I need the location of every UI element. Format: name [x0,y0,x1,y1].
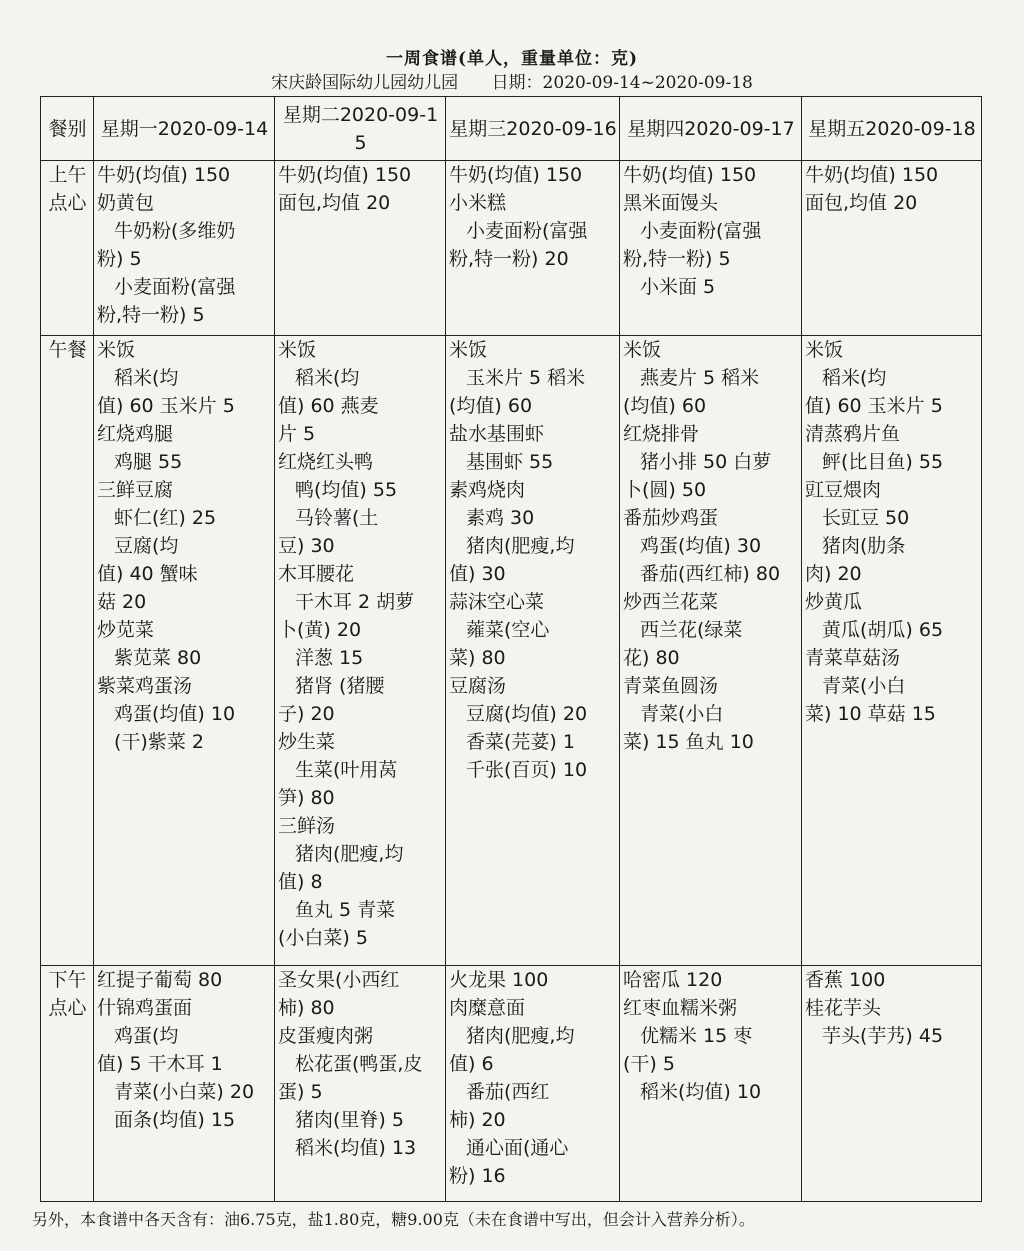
menu-line: 米饭 [278,339,317,361]
menu-line: 稻米(均 [114,367,179,389]
menu-line: 米饭 [623,339,662,361]
menu-line: 稻米(均值) 10 [640,1081,762,1103]
menu-line: 圣女果(小西红 [278,969,400,991]
menu-line: 值) 8 [278,871,323,893]
menu-line: 肉) 20 [805,563,862,585]
menu-line: (小白菜) 5 [278,927,368,949]
menu-line: 奶黄包 [97,192,155,214]
menu-line: 通心面(通心 [466,1137,569,1159]
menu-line: 红烧排骨 [623,423,700,445]
menu-line: 米饭 [97,339,136,361]
table-row [41,161,982,336]
menu-line: 豆腐(均 [114,535,179,557]
header-day-5: 星期五2020-09-18 [802,97,982,161]
school-name: 宋庆龄国际幼儿园幼儿园 [271,73,459,93]
menu-line: 猪肉(肥瘦,均 [295,843,404,865]
menu-line: 豇豆煨肉 [805,479,882,501]
menu-line: 值) 60 玉米片 5 [97,395,235,417]
menu-line: 小米糕 [449,192,507,214]
menu-line: 蕹菜(空心 [466,619,550,641]
menu-line: 豆) 30 [278,535,335,557]
menu-line: 桂花芋头 [805,997,882,1019]
menu-line: 三鲜汤 [278,815,336,837]
menu-line: 炒西兰花菜 [623,591,719,613]
menu-line: 马铃薯(土 [295,507,379,529]
menu-line: 长豇豆 50 [822,507,910,529]
menu-line: 红枣血糯米粥 [623,997,738,1019]
menu-line: 菜) 15 鱼丸 10 [623,731,754,753]
menu-line: 柿) 80 [278,997,335,1019]
menu-line: 番茄(西红柿) 80 [640,563,781,585]
menu-cell-day-4 [620,966,802,1202]
menu-line: 黄瓜(胡瓜) 65 [822,619,944,641]
menu-line: 米饭 [449,339,488,361]
menu-line: 柿) 20 [449,1109,506,1131]
menu-line: 稻米(均 [295,367,360,389]
header-day-3: 星期三2020-09-16 [446,97,620,161]
menu-line: 松花蛋(鸭蛋,皮 [295,1053,423,1075]
menu-cell-day-1 [94,966,275,1202]
menu-line: (干) 5 [623,1053,675,1075]
menu-line: 鸡蛋(均值) 10 [114,703,236,725]
menu-line: 鱼丸 5 青菜 [295,899,396,921]
weekly-menu-table [40,96,982,1202]
document-title: 一周食谱(单人，重量单位：克) [385,49,639,69]
menu-line: 优糯米 15 枣 [640,1025,753,1047]
menu-line: 牛奶(均值) 150 [449,164,583,186]
menu-cell-day-1 [94,161,275,336]
menu-cell-day-5 [802,336,982,966]
menu-line: 肉糜意面 [449,997,526,1019]
menu-line: 紫苋菜 80 [114,647,202,669]
menu-line: 牛奶(均值) 150 [623,164,757,186]
menu-line: 黑米面馒头 [623,192,719,214]
menu-line: 青菜(小白 [822,675,906,697]
menu-line: 值) 60 燕麦 [278,395,379,417]
menu-cell-day-5 [802,161,982,336]
menu-line: 鸡腿 55 [114,451,183,473]
menu-line: 基围虾 55 [466,451,554,473]
menu-line: 千张(百页) 10 [466,759,588,781]
menu-line: 炒生菜 [278,731,336,753]
menu-line: 笋) 80 [278,787,335,809]
menu-line: 小米面 5 [640,276,716,298]
menu-line: 豆腐(均值) 20 [466,703,588,725]
menu-cell-day-4 [620,336,802,966]
header-meal-type: 餐别 [41,97,94,161]
menu-cell-day-1 [94,336,275,966]
menu-line: 面包,均值 20 [805,192,918,214]
menu-line: 猪肉(肥瘦,均 [466,1025,575,1047]
document-subtitle [0,68,1024,93]
menu-line: 值) 40 蟹味 [97,563,198,585]
menu-line: 稻米(均 [822,367,887,389]
menu-cell-day-2 [275,966,446,1202]
menu-line: 粉,特一粉) 5 [97,304,205,326]
meal-type-label [41,966,94,1202]
menu-line: 牛奶(均值) 150 [805,164,939,186]
menu-line: 稻米(均值) 13 [295,1137,417,1159]
menu-line: 菇 20 [97,591,147,613]
menu-line: 芋头(芋艿) 45 [822,1025,944,1047]
menu-line: 干木耳 2 胡萝 [295,591,415,613]
menu-line: 牛奶粉(多维奶 [114,220,236,242]
footer-note: 另外，本食谱中各天含有：油6.75克，盐1.80克，糖9.00克（未在食谱中写出，但会计入营养分析）。 [32,1210,755,1229]
menu-line: 粉,特一粉) 5 [623,248,731,270]
menu-line: 小麦面粉(富强 [114,276,236,298]
menu-line: 猪肉(肥瘦,均 [466,535,575,557]
menu-line: 猪肉(肋条 [822,535,906,557]
menu-line: 虾仁(红) 25 [114,507,217,529]
menu-line: 值) 60 玉米片 5 [805,395,943,417]
menu-line: 粉) 16 [449,1165,506,1187]
menu-line: 片 5 [278,423,316,445]
menu-line: 青菜(小白菜) 20 [114,1081,255,1103]
menu-line: (均值) 60 [449,395,533,417]
menu-line: 三鲜豆腐 [97,479,174,501]
menu-cell-day-3 [446,336,620,966]
menu-line: 花) 80 [623,647,680,669]
menu-line: 红烧鸡腿 [97,423,174,445]
table-header-row [41,97,982,161]
menu-line: 牛奶(均值) 150 [97,164,231,186]
menu-line: 卜(黄) 20 [278,619,362,641]
meal-type-text: 午餐 [48,339,87,361]
menu-cell-day-5 [802,966,982,1202]
menu-line: 香蕉 100 [805,969,886,991]
menu-line: 粉,特一粉) 20 [449,248,569,270]
menu-line: (均值) 60 [623,395,707,417]
menu-line: 青菜草菇汤 [805,647,901,669]
menu-line: 红烧红头鸭 [278,451,374,473]
menu-line: 素鸡烧肉 [449,479,526,501]
menu-line: 子) 20 [278,703,335,725]
menu-line: 洋葱 15 [295,647,364,669]
menu-line: 青菜鱼圆汤 [623,675,719,697]
menu-line: 值) 30 [449,563,506,585]
menu-line: 火龙果 100 [449,969,549,991]
date-range: 日期：2020-09-14~2020-09-18 [491,73,753,93]
menu-line: 豆腐汤 [449,675,507,697]
menu-line: 西兰花(绿菜 [640,619,743,641]
menu-line: 玉米片 5 稻米 [466,367,586,389]
meal-type-text: 下午点心 [48,969,87,1019]
menu-line: 紫菜鸡蛋汤 [97,675,193,697]
menu-line: 番茄炒鸡蛋 [623,507,719,529]
menu-line: 菜) 80 [449,647,506,669]
menu-line: 哈密瓜 120 [623,969,723,991]
table-row [41,966,982,1202]
menu-line: (干)紫菜 2 [114,731,204,753]
menu-line: 香菜(芫荽) 1 [466,731,575,753]
menu-cell-day-2 [275,336,446,966]
menu-cell-day-3 [446,161,620,336]
menu-line: 盐水基围虾 [449,423,545,445]
menu-line: 卜(圆) 50 [623,479,707,501]
menu-line: 素鸡 30 [466,507,535,529]
menu-line: 小麦面粉(富强 [640,220,762,242]
menu-line: 小麦面粉(富强 [466,220,588,242]
menu-line: 番茄(西红 [466,1081,550,1103]
menu-line: 鲆(比目鱼) 55 [822,451,944,473]
menu-line: 皮蛋瘦肉粥 [278,1025,374,1047]
menu-line: 值) 5 干木耳 1 [97,1053,223,1075]
header-day-2: 星期二2020-09-15 [275,97,446,161]
menu-line: 粉) 5 [97,248,142,270]
menu-line: 木耳腰花 [278,563,355,585]
menu-line: 炒苋菜 [97,619,155,641]
menu-line: 蒜沫空心菜 [449,591,545,613]
menu-line: 面包,均值 20 [278,192,391,214]
menu-line: 菜) 10 草菇 15 [805,703,936,725]
menu-line: 值) 6 [449,1053,494,1075]
menu-line: 蛋) 5 [278,1081,323,1103]
menu-line: 鸡蛋(均值) 30 [640,535,762,557]
menu-line: 猪小排 50 白萝 [640,451,772,473]
menu-line: 什锦鸡蛋面 [97,997,193,1019]
menu-line: 红提子葡萄 80 [97,969,223,991]
menu-line: 面条(均值) 15 [114,1109,236,1131]
menu-line: 鸭(均值) 55 [295,479,398,501]
meal-type-text: 上午点心 [48,164,87,214]
menu-line: 猪肉(里脊) 5 [295,1109,404,1131]
menu-cell-day-4 [620,161,802,336]
menu-line: 青菜(小白 [640,703,724,725]
header-day-1: 星期一2020-09-14 [94,97,275,161]
menu-cell-day-2 [275,161,446,336]
meal-type-label [41,161,94,336]
menu-line: 清蒸鸦片鱼 [805,423,901,445]
table-row [41,336,982,966]
menu-line: 炒黄瓜 [805,591,863,613]
menu-line: 牛奶(均值) 150 [278,164,412,186]
menu-line: 鸡蛋(均 [114,1025,179,1047]
menu-line: 生菜(叶用莴 [295,759,398,781]
header-day-4: 星期四2020-09-17 [620,97,802,161]
meal-type-label [41,336,94,966]
menu-line: 猪肾 (猪腰 [295,675,385,697]
menu-cell-day-3 [446,966,620,1202]
menu-line: 米饭 [805,339,844,361]
menu-line: 燕麦片 5 稻米 [640,367,760,389]
